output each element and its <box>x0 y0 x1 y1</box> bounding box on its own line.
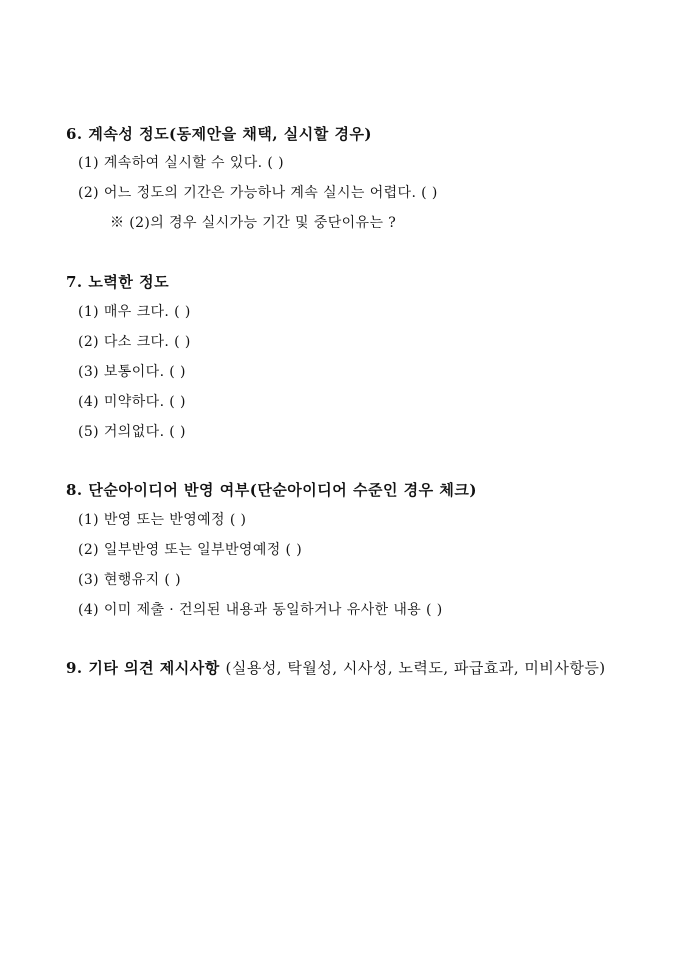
section-6-item-1: (1) 계속하여 실시할 수 있다. ( ) <box>78 155 284 171</box>
section-8-item-3: (3) 현행유지 ( ) <box>78 572 182 588</box>
section-8-idea-reflection <box>66 480 656 500</box>
section-6-item-2: (2) 어느 정도의 기간은 가능하나 계속 실시는 어렵다. ( ) <box>78 185 438 201</box>
section-6-continuity <box>66 124 656 144</box>
section-9-heading-line <box>66 658 656 678</box>
section-9-heading-note: (실용성, 탁월성, 시사성, 노력도, 파급효과, 미비사항등) <box>225 659 606 677</box>
section-7-item-2: (2) 다소 크다. ( ) <box>78 334 191 350</box>
section-6-heading: 6. 계속성 정도(동제안을 채택, 실시할 경우) <box>66 125 373 143</box>
section-7-heading: 7. 노력한 정도 <box>66 273 170 291</box>
section-8-item-2: (2) 일부반영 또는 일부반영예정 ( ) <box>78 542 303 558</box>
section-7-item-1: (1) 매우 크다. ( ) <box>78 304 191 320</box>
section-7-item-5: (5) 거의없다. ( ) <box>78 424 186 440</box>
section-7-item-3: (3) 보통이다. ( ) <box>78 364 186 380</box>
section-8-item-4: (4) 이미 제출 · 건의된 내용과 동일하거나 유사한 내용 ( ) <box>78 602 443 618</box>
section-9-other-opinions <box>66 658 656 678</box>
section-8-item-1: (1) 반영 또는 반영예정 ( ) <box>78 512 247 528</box>
section-9-heading: 9. 기타 의견 제시사항 <box>66 659 220 677</box>
section-6-note: ※ (2)의 경우 실시가능 기간 및 중단이유는 ? <box>110 215 397 231</box>
section-8-heading: 8. 단순아이디어 반영 여부(단순아이디어 수준인 경우 체크) <box>66 481 477 499</box>
section-7-effort <box>66 272 656 292</box>
section-7-item-4: (4) 미약하다. ( ) <box>78 394 186 410</box>
